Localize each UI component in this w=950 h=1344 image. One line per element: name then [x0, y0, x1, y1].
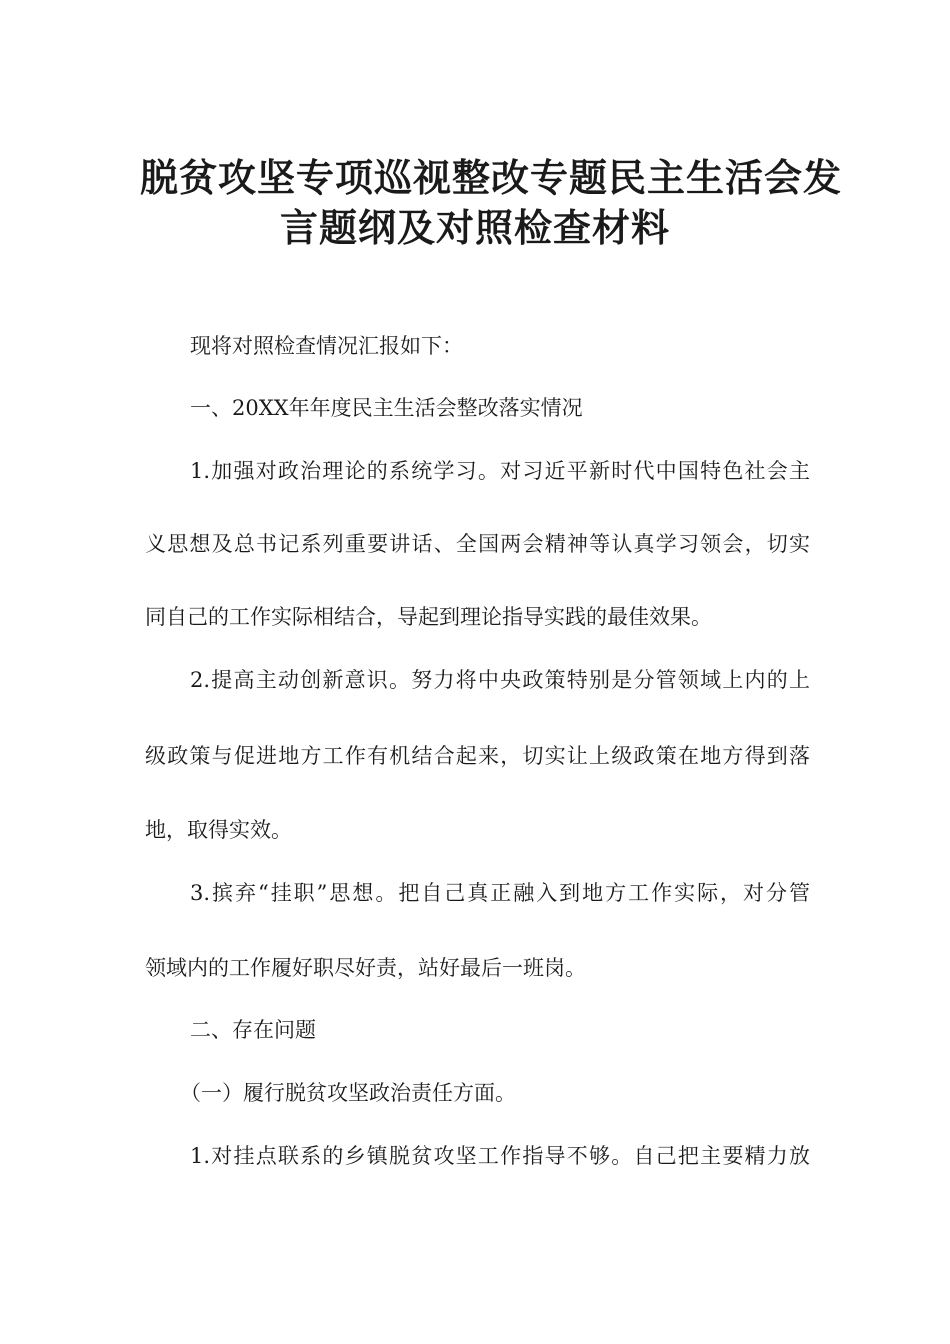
- paragraph-3-line-2: 领域内的工作履好职尽好责，站好最后一班岗。: [145, 956, 586, 980]
- subsection-heading-1: （一）履行脱贫攻坚政治责任方面。: [180, 1081, 516, 1105]
- paragraph-2-line-2: 级政策与促进地方工作有机结合起来，切实让上级政策在地方得到落: [145, 744, 810, 768]
- paragraph-3-line-1: 3.摈弃“挂职”思想。把自己真正融入到地方工作实际，对分管: [190, 881, 810, 905]
- paragraph-1-line-2: 义思想及总书记系列重要讲话、全国两会精神等认真学习领会，切实: [145, 532, 810, 556]
- paragraph-1-line-3: 同自己的工作实际相结合，导起到理论指导实践的最佳效果。: [145, 605, 712, 629]
- paragraph-1-line-1: 1.加强对政治理论的系统学习。对习近平新时代中国特色社会主: [190, 459, 810, 483]
- section-heading-1: 一、20XX年年度民主生活会整改落实情况: [190, 396, 583, 420]
- paragraph-2-line-3: 地，取得实效。: [145, 818, 292, 842]
- section-heading-2: 二、存在问题: [190, 1018, 316, 1042]
- paragraph-2-line-1: 2.提高主动创新意识。努力将中央政策特别是分管领域上内的上: [190, 668, 810, 692]
- document-title-line-2: 言题纲及对照检查材料: [279, 205, 670, 250]
- intro-paragraph: 现将对照检查情况汇报如下：: [190, 334, 463, 358]
- paragraph-4-line-1: 1.对挂点联系的乡镇脱贫攻坚工作指导不够。自己把主要精力放: [190, 1144, 810, 1168]
- document-title-line-1: 脱贫攻坚专项巡视整改专题民主生活会发: [140, 155, 843, 200]
